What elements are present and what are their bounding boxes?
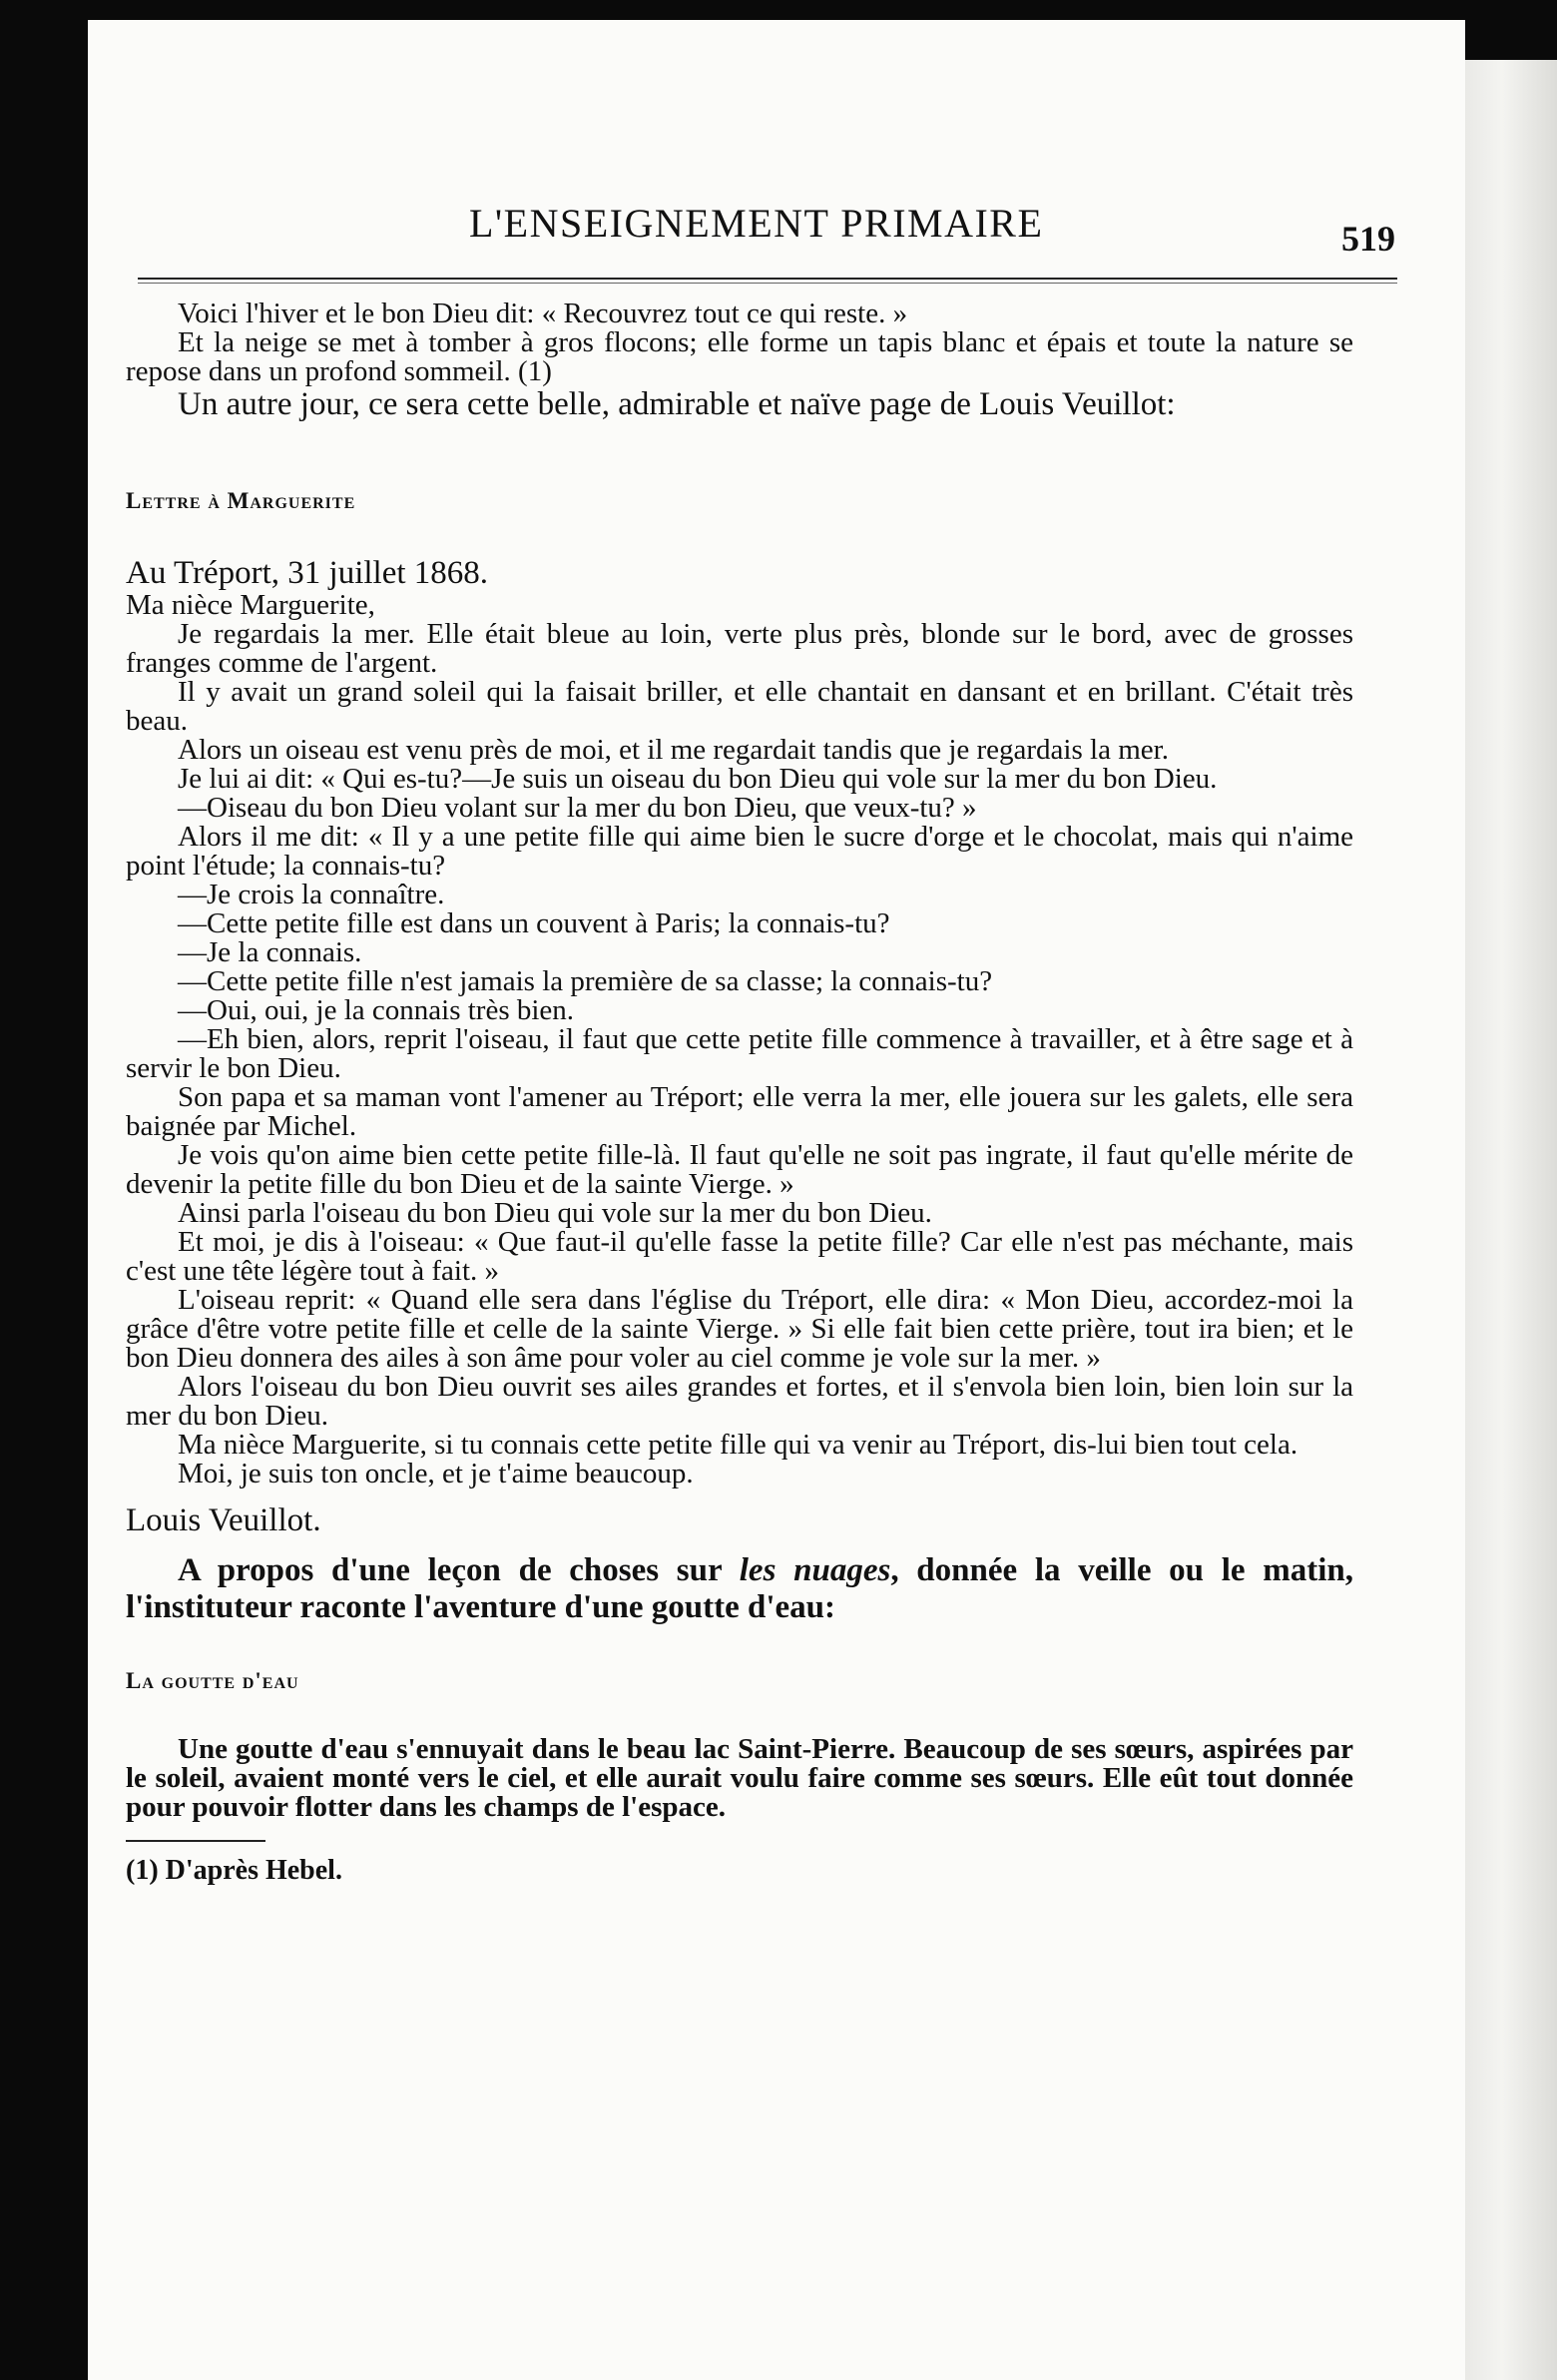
letter-salutation: Ma nièce Marguerite, — [126, 589, 375, 621]
letter-paragraph: Il y avait un grand soleil qui la faisait briller, et elle chantait en dansant et en brillant. C'était très beau. — [126, 676, 1353, 737]
drop-story-paragraph: Une goutte d'eau s'ennuyait dans le beau lac Saint-Pierre. Beaucoup de ses sœurs, aspirées par le soleil, avaient monté vers le ciel, et elle aurait voulu faire comme ses sœurs. Elle eût tout donnée pour pouvoir flotter dans les champs de l'espace. — [126, 1733, 1353, 1823]
letter-paragraph: —Oui, oui, je la connais très bien. — [178, 994, 575, 1026]
letter-paragraph: —Cette petite fille n'est jamais la première de sa classe; la connais-tu? — [178, 965, 993, 997]
paragraph-snow: Et la neige se met à tomber à gros flocons; elle forme un tapis blanc et épais et toute la nature se repose dans un profond sommeil. (1) — [126, 326, 1353, 387]
footnote-rule — [126, 1840, 265, 1842]
letter-paragraph: Alors l'oiseau du bon Dieu ouvrit ses ailes grandes et fortes, et il s'envola bien loin, bien loin sur la mer du bon Dieu. — [126, 1371, 1353, 1432]
letter-paragraph: —Cette petite fille est dans un couvent à Paris; la connais-tu? — [178, 907, 890, 939]
footnote: (1) D'après Hebel. — [126, 1855, 342, 1886]
letter-paragraph: —Je la connais. — [178, 936, 362, 968]
lesson-intro — [126, 1552, 1353, 1626]
paragraph-winter: Voici l'hiver et le bon Dieu dit: « Recouvrez tout ce qui reste. » — [178, 298, 908, 329]
page-content — [126, 299, 1353, 1885]
lesson-intro-topic: les nuages — [739, 1552, 891, 1588]
letter-paragraph: Alors un oiseau est venu près de moi, et il me regardait tandis que je regardais la mer. — [178, 734, 1169, 766]
letter-paragraph: —Je crois la connaître. — [178, 879, 445, 910]
letter-paragraph: Je regardais la mer. Elle était bleue au loin, verte plus près, blonde sur le bord, avec de grosses franges comme de l'argent. — [126, 618, 1353, 679]
letter-paragraph: —Eh bien, alors, reprit l'oiseau, il faut que cette petite fille commence à travailler, et à être sage et à servir le bon Dieu. — [126, 1023, 1353, 1084]
letter-paragraph: Je lui ai dit: « Qui es-tu?—Je suis un oiseau du bon Dieu qui vole sur la mer du bon Dieu. — [178, 763, 1218, 795]
letter-date: Au Tréport, 31 juillet 1868. — [126, 555, 489, 591]
letter-paragraph: Son papa et sa maman vont l'amener au Tréport; elle verra la mer, elle jouera sur les galets, elle sera baignée par Michel. — [126, 1081, 1353, 1142]
letter-signature: Louis Veuillot. — [126, 1502, 321, 1538]
letter-paragraph: Et moi, je dis à l'oiseau: « Que faut-il qu'elle fasse la petite fille? Car elle n'est pas méchante, mais c'est une tête légère tout à fait. » — [126, 1226, 1353, 1287]
book-page — [88, 20, 1465, 2380]
letter-paragraph: Moi, je suis ton oncle, et je t'aime beaucoup. — [178, 1458, 694, 1489]
letter-paragraph: Je vois qu'on aime bien cette petite fille-là. Il faut qu'elle ne soit pas ingrate, il faut qu'elle mérite de devenir la petite fille du bon Dieu et de la sainte Vierge. » — [126, 1139, 1353, 1200]
letter-paragraph: Alors il me dit: « Il y a une petite fille qui aime bien le sucre d'orge et le chocolat, mais qui n'aime point l'étude; la connais-tu? — [126, 821, 1353, 882]
letter-paragraph: Ma nièce Marguerite, si tu connais cette petite fille qui va venir au Tréport, dis-lui bien tout cela. — [178, 1429, 1298, 1461]
page-number: 519 — [1341, 219, 1395, 259]
header-rule — [138, 278, 1397, 284]
letter-paragraph: Ainsi parla l'oiseau du bon Dieu qui vole sur la mer du bon Dieu. — [178, 1197, 932, 1229]
page-header — [88, 200, 1465, 259]
running-title: L'ENSEIGNEMENT PRIMAIRE — [469, 201, 1044, 246]
lesson-intro-text-end: , donnée la veille ou le matin, l'instituteur raconte l'aventure d'une goutte d'eau: — [126, 1552, 1353, 1625]
letter-title: Lettre à Marguerite — [126, 488, 356, 513]
lesson-intro-text: A propos d'une leçon de choses sur — [178, 1552, 740, 1588]
paragraph-veuillot-intro: Un autre jour, ce sera cette belle, admirable et naïve page de Louis Veuillot: — [178, 386, 1176, 422]
next-page-edge — [1465, 60, 1557, 2380]
letter-paragraph: —Oiseau du bon Dieu volant sur la mer du bon Dieu, que veux-tu? » — [178, 792, 977, 824]
drop-story-title: La goutte d'eau — [126, 1668, 299, 1693]
letter-paragraph: L'oiseau reprit: « Quand elle sera dans l'église du Tréport, elle dira: « Mon Dieu, accordez-moi la grâce d'être votre petite fille et celle de la sainte Vierge. » Si elle fait bien cette prière, tout ira bien; et le bon Dieu donnera des ailes à son âme pour voler au ciel comme je vole sur la mer. » — [126, 1284, 1353, 1374]
